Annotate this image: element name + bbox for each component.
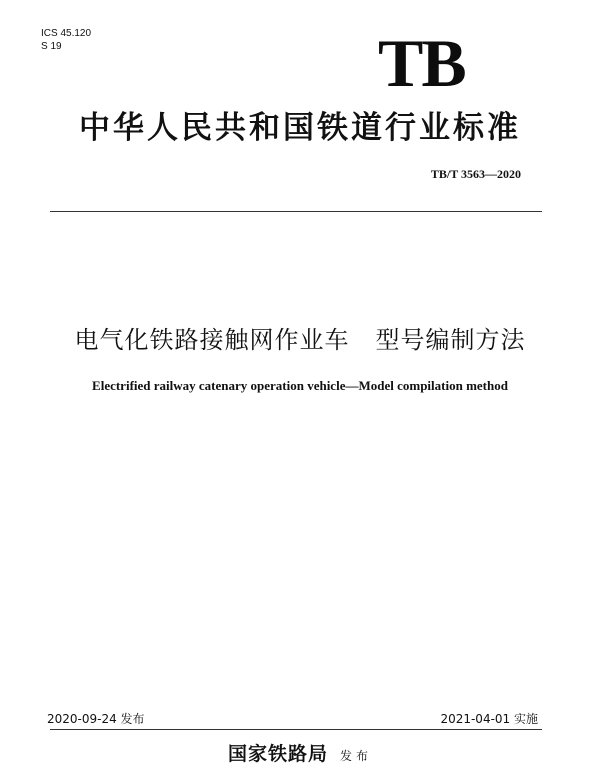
issuer-action: 发布 <box>340 749 373 763</box>
category-code: S 19 <box>41 41 62 52</box>
tb-logo: TB <box>378 25 465 101</box>
classification-codes <box>41 27 91 53</box>
title-cn-part1: 电气化铁路接触网作业车 <box>74 326 350 354</box>
document-title-cn <box>0 324 600 356</box>
effective-date: 2021-04-01 实施 <box>440 712 538 726</box>
top-divider <box>50 211 542 212</box>
standard-name: 中华人民共和国铁道行业标准 <box>79 110 521 146</box>
ics-code: ICS 45.120 <box>41 28 92 39</box>
bottom-divider <box>50 729 542 730</box>
standard-code: TB/T 3563—2020 <box>430 167 521 181</box>
document-title-en: Electrified railway catenary operation vehicle—Model compilation method <box>92 378 508 393</box>
issuer <box>0 742 600 768</box>
issuer-name: 国家铁路局 <box>227 743 328 765</box>
publish-date: 2020-09-24 发布 <box>47 712 145 726</box>
title-cn-part2: 型号编制方法 <box>375 326 526 354</box>
